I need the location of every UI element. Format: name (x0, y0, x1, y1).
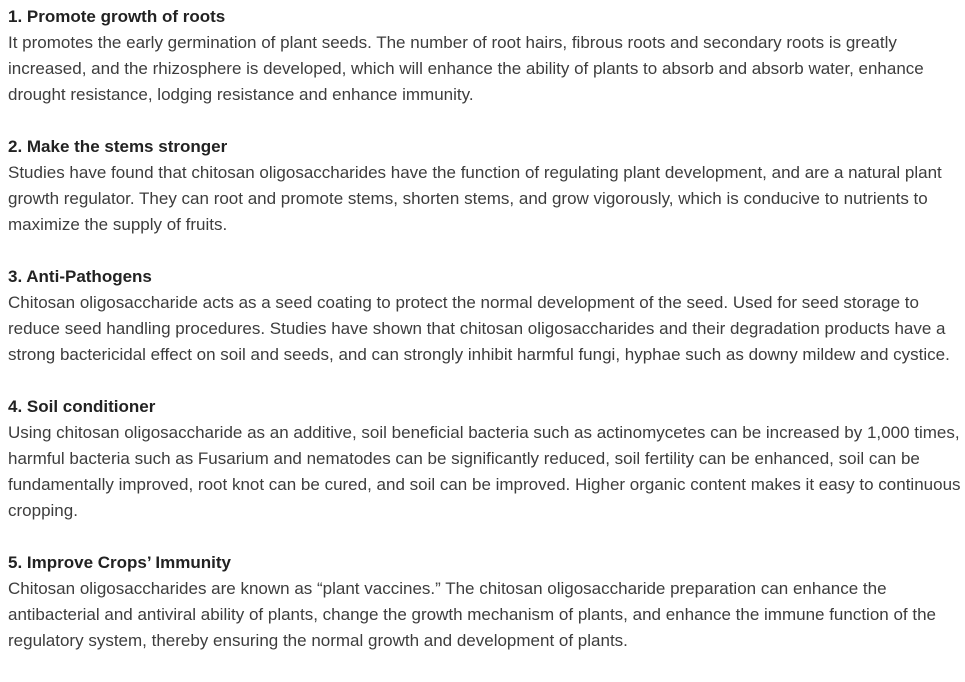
section-heading: 3. Anti-Pathogens (8, 267, 152, 286)
section-paragraph: Studies have found that chitosan oligosaccharides have the function of regulating plant development, and are a natural plant growth regulator. They can root and promote stems, shorten stems, and grow vigorously, which is conducive to nutrients to maximize the supply of fruits. (8, 163, 942, 234)
section-paragraph: Chitosan oligosaccharides are known as “plant vaccines.” The chitosan oligosaccharide preparation can enhance the antibacterial and antiviral ability of plants, change the growth mechanism of plants, and enhance the immune function of the regulatory system, thereby ensuring the normal growth and development of plants. (8, 579, 937, 650)
section-soil-conditioner (8, 394, 963, 524)
section-promote-roots (8, 4, 963, 108)
section-heading: 5. Improve Crops’ Immunity (8, 553, 231, 572)
section-paragraph: It promotes the early germination of plant seeds. The number of root hairs, fibrous roots and secondary roots is greatly increased, and the rhizosphere is developed, which will enhance the ability of plants to absorb and absorb water, enhance drought resistance, lodging resistance and enhance immunity. (8, 33, 924, 104)
section-stronger-stems (8, 134, 963, 238)
section-heading: 2. Make the stems stronger (8, 137, 228, 156)
section-paragraph: Chitosan oligosaccharide acts as a seed coating to protect the normal development of the seed. Used for seed storage to reduce seed handling procedures. Studies have shown that chitosan oligosaccharides and their degradation products have a strong bactericidal effect on soil and seeds, and can strongly inhibit harmful fungi, hyphae such as downy mildew and cystice. (8, 293, 950, 364)
section-crop-immunity (8, 550, 963, 654)
article-content (8, 4, 963, 654)
section-heading: 1. Promote growth of roots (8, 7, 226, 26)
section-anti-pathogens (8, 264, 963, 368)
section-heading: 4. Soil conditioner (8, 397, 156, 416)
section-paragraph: Using chitosan oligosaccharide as an additive, soil beneficial bacteria such as actinomycetes can be increased by 1,000 times, harmful bacteria such as Fusarium and nematodes can be significantly reduced, soil fertility can be enhanced, soil can be fundamentally improved, root knot can be cured, and soil can be improved. Higher organic content makes it easy to continuous cropping. (8, 423, 961, 520)
